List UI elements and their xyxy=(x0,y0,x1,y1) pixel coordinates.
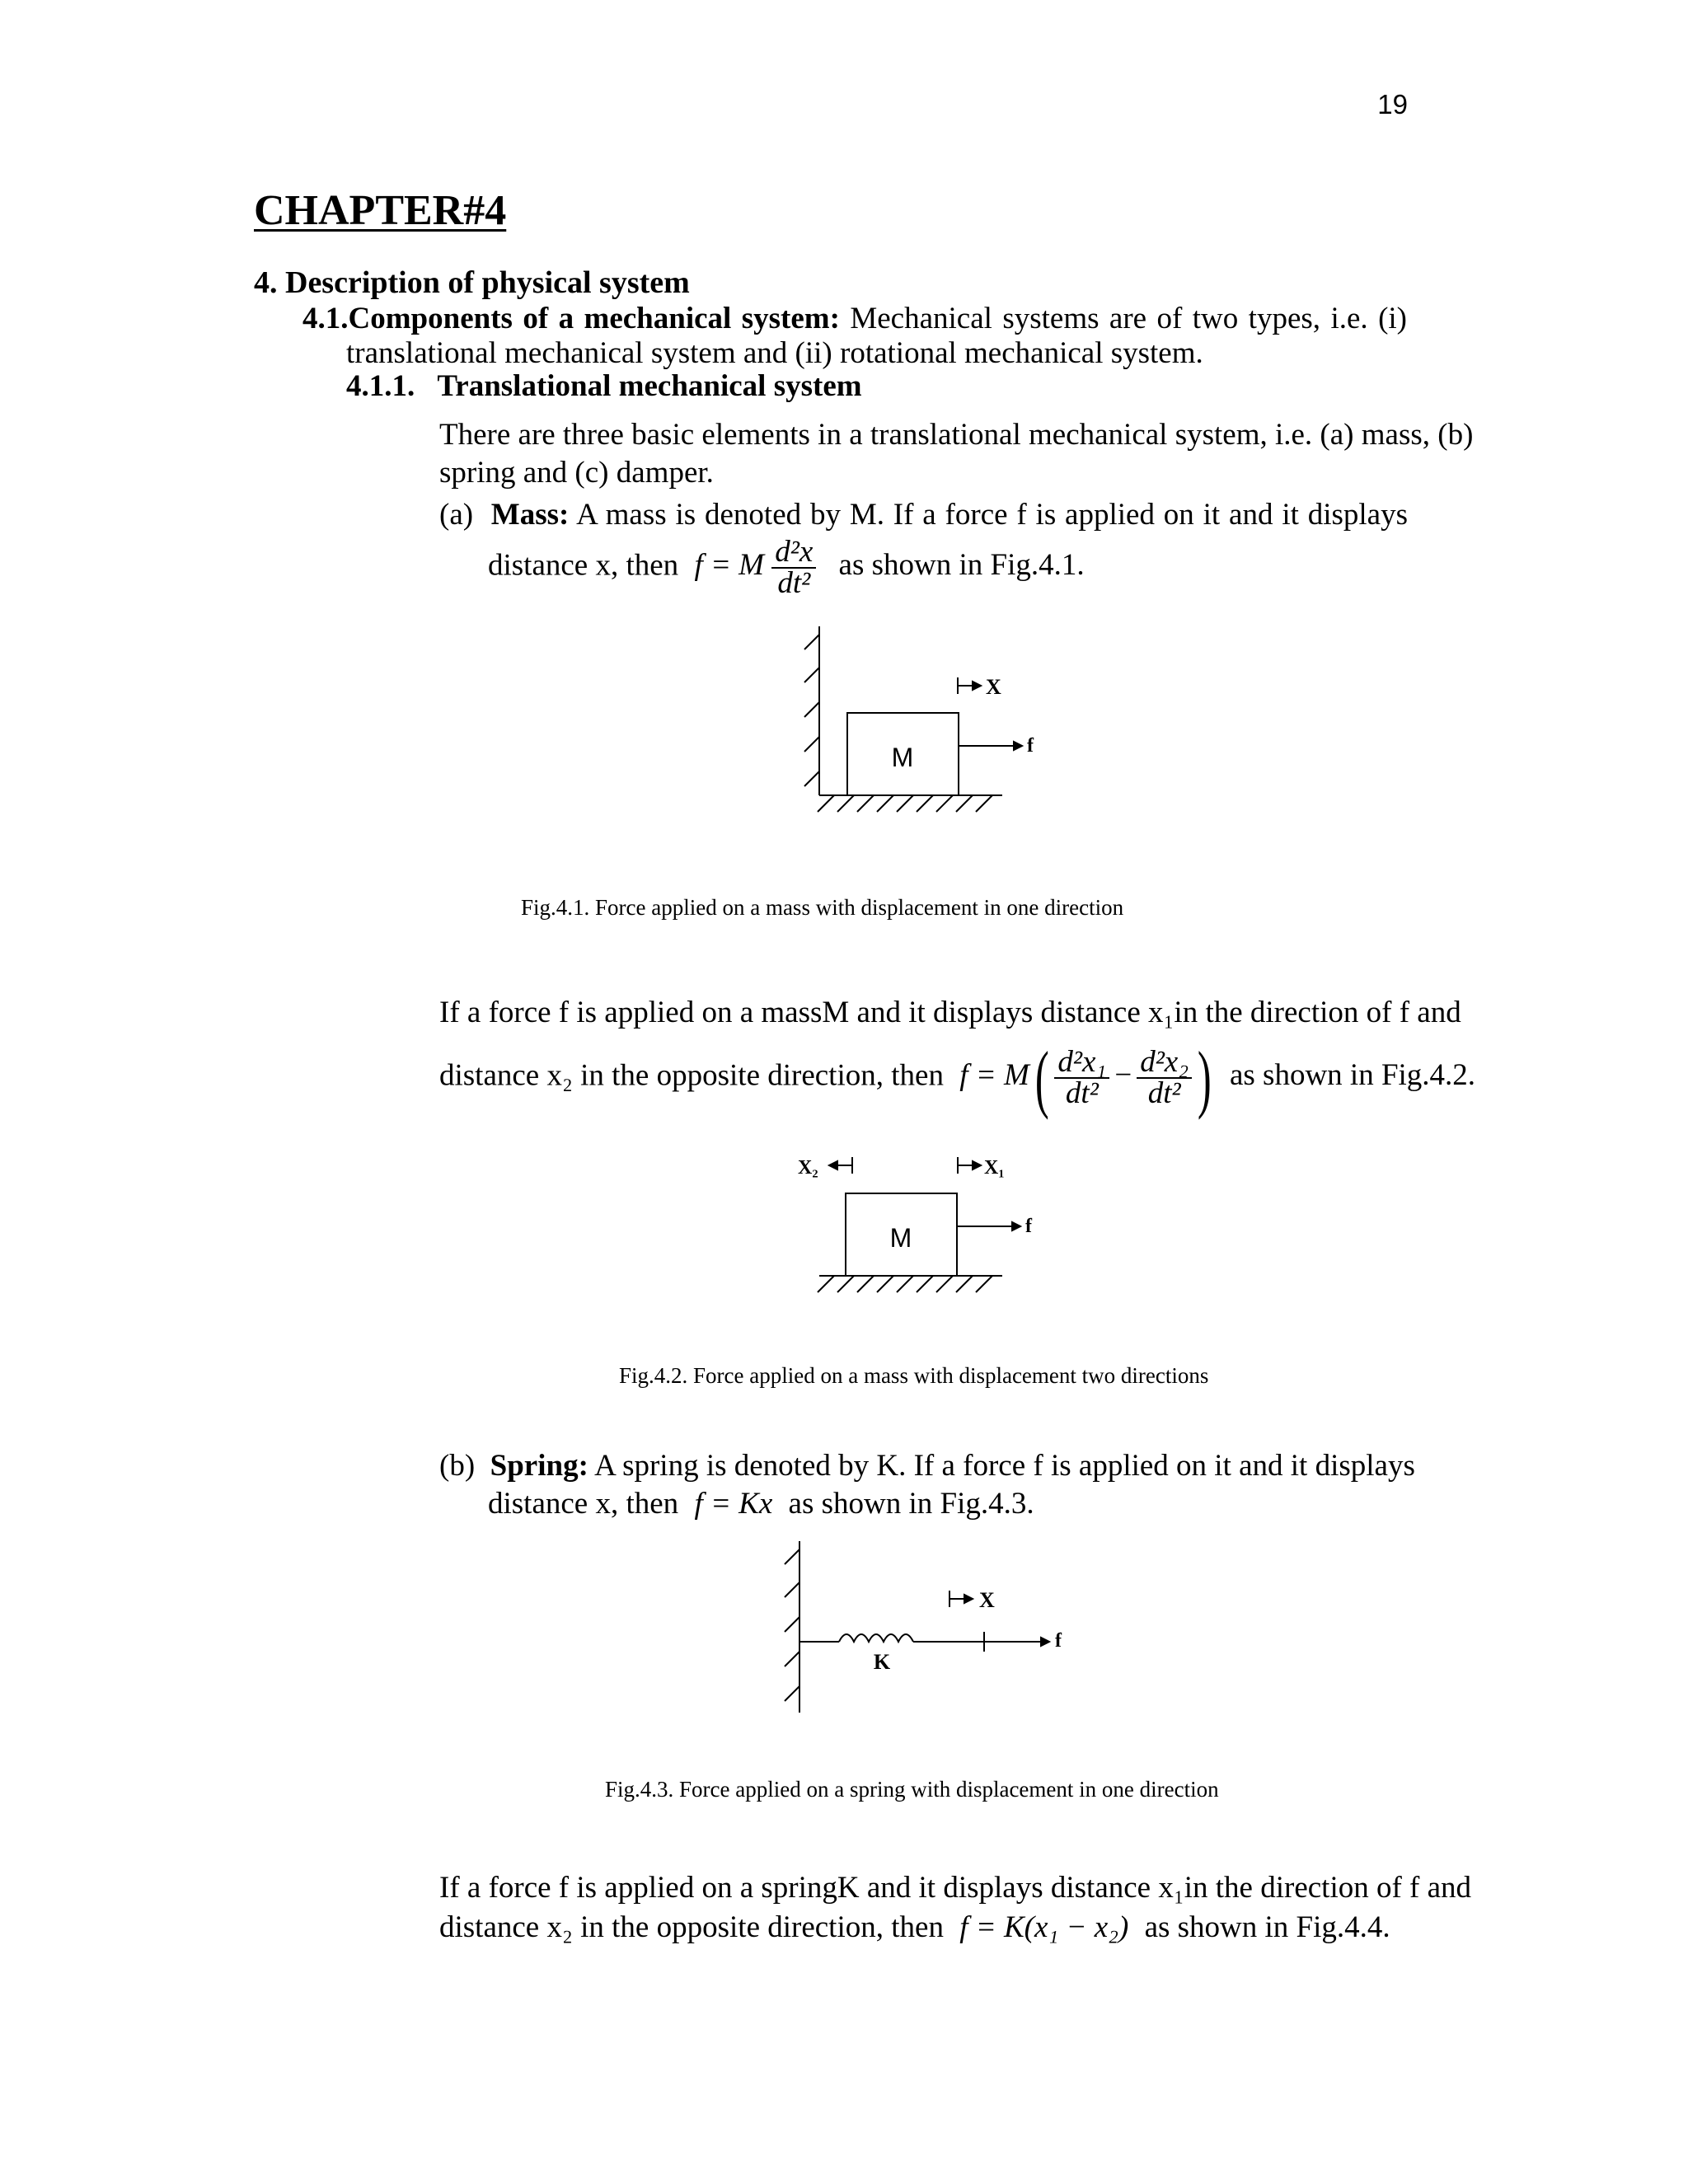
para2-line1: If a force f is applied on a massM and it displays distance x₁in the direction of f and xyxy=(439,996,1461,1029)
spring-text1: A spring is denoted by K. If a force f is applied on it and it displays xyxy=(594,1449,1415,1483)
para2-eq-numerator2: d²x₂ xyxy=(1137,1047,1192,1079)
intro-line1: There are three basic elements in a translational mechanical system, i.e. (a) mass, (b) xyxy=(439,418,1474,452)
mass-line2-pre: distance x, then xyxy=(488,548,679,583)
mass-eq-denominator: dt² xyxy=(777,566,811,600)
para4-line2-pre: distance x₂ in the opposite direction, then xyxy=(439,1910,944,1944)
ground-hatch xyxy=(818,1276,1002,1292)
para2-eq-minus: − xyxy=(1114,1058,1132,1093)
force-arrow xyxy=(959,742,1022,750)
fig2-f-label: f xyxy=(1025,1216,1032,1237)
para2-eq-numerator1: d²x₁ xyxy=(1054,1047,1109,1079)
figure-4-2-caption: Fig.4.2. Force applied on a mass with displacement two directions xyxy=(619,1363,1209,1388)
spring-label: (b) xyxy=(439,1449,476,1483)
para2-eq-denominator1: dt² xyxy=(1065,1076,1099,1110)
para4-eq: f = K(x₁ − x₂) xyxy=(959,1910,1129,1944)
section-4-1-number: 4.1. xyxy=(302,302,349,335)
para2-eq-fraction2 xyxy=(1137,1047,1192,1108)
mass-label: (a) xyxy=(439,498,474,532)
figure-4-1 xyxy=(775,626,1039,832)
section-4-1-1-heading xyxy=(346,368,862,405)
section-heading-4: 4. Description of physical system xyxy=(254,265,690,300)
displacement-marker xyxy=(950,1591,973,1607)
spring-term: Spring: xyxy=(490,1449,588,1483)
figure-4-3 xyxy=(767,1541,1071,1722)
fig1-x-label: X xyxy=(986,675,1001,699)
mass-line1 xyxy=(439,496,1408,534)
page-number: 19 xyxy=(1377,89,1408,120)
fig3-f-label: f xyxy=(1055,1630,1062,1652)
spring-line2-pre: distance x, then xyxy=(488,1487,679,1521)
mass-term: Mass: xyxy=(490,498,570,532)
spring-line2 xyxy=(488,1485,1034,1523)
fig1-f-label: f xyxy=(1027,735,1034,757)
figure-4-3-caption: Fig.4.3. Force applied on a spring with displacement in one direction xyxy=(605,1777,1219,1802)
section-4-1-line1 xyxy=(302,300,1407,338)
para4-line2-post: as shown in Fig.4.4. xyxy=(1144,1910,1390,1944)
spring-eq: f = Kx xyxy=(694,1487,773,1521)
force-arrow xyxy=(957,1222,1020,1230)
para2-line2 xyxy=(439,1036,1476,1120)
mass-eq-lhs: f = M xyxy=(694,548,765,583)
fig2-x1-label: X₁ xyxy=(984,1157,1005,1179)
fig1-mass-label: M xyxy=(891,743,914,772)
section-4-1-text1: Mechanical systems are of two types, i.e. (i) xyxy=(850,302,1407,335)
section-4-1-1-number: 4.1.1. xyxy=(346,369,415,403)
para2-line2-post: as shown in Fig.4.2. xyxy=(1229,1058,1476,1093)
mass-line2 xyxy=(488,537,1085,598)
para2-paren-close: ) xyxy=(1197,1036,1212,1120)
wall-hatch xyxy=(804,626,819,795)
spring-coil xyxy=(799,1632,1049,1652)
intro-paragraph xyxy=(439,416,1474,492)
para2-eq-denominator2: dt² xyxy=(1147,1076,1181,1110)
fig3-x-label: X xyxy=(979,1588,995,1612)
displacement-marker xyxy=(958,677,981,694)
para4-line2 xyxy=(439,1909,1390,1947)
figure-4-1-caption: Fig.4.1. Force applied on a mass with displacement in one direction xyxy=(521,895,1124,920)
para2-eq-fraction1 xyxy=(1054,1047,1109,1108)
mass-eq-numerator: d²x xyxy=(771,537,816,569)
spring-line1 xyxy=(439,1447,1415,1485)
para2-line2-pre: distance x₂ in the opposite direction, then xyxy=(439,1058,944,1093)
fig2-x2-label: X₂ xyxy=(798,1157,818,1179)
mass-line2-post: as shown in Fig.4.1. xyxy=(838,548,1085,583)
para4-line1: If a force f is applied on a springK and it displays distance x₁in the direction of f and xyxy=(439,1871,1472,1905)
figure-4-2 xyxy=(775,1137,1039,1310)
displacement-marker-x2 xyxy=(829,1157,852,1174)
displacement-marker-x1 xyxy=(958,1157,981,1174)
fig2-mass-label: M xyxy=(889,1223,912,1253)
para2-eq-lhs: f = M xyxy=(959,1058,1029,1093)
section-4-1-1-title: Translational mechanical system xyxy=(437,369,862,403)
section-4-1-text2: translational mechanical system and (ii) rotational mechanical system. xyxy=(346,336,1203,370)
mass-eq-fraction xyxy=(771,537,816,598)
spring-line2-post: as shown in Fig.4.3. xyxy=(788,1487,1034,1521)
chapter-title: CHAPTER#4 xyxy=(254,187,507,234)
section-4-1-title: Components of a mechanical system: xyxy=(348,302,840,335)
para2-paren-open: ( xyxy=(1034,1036,1049,1120)
fig3-k-label: K xyxy=(873,1650,891,1674)
wall-hatch xyxy=(785,1541,799,1713)
ground-hatch xyxy=(818,795,1002,812)
mass-text1: A mass is denoted by M. If a force f is applied on it and it displays xyxy=(576,498,1408,532)
intro-line2: spring and (c) damper. xyxy=(439,456,714,490)
